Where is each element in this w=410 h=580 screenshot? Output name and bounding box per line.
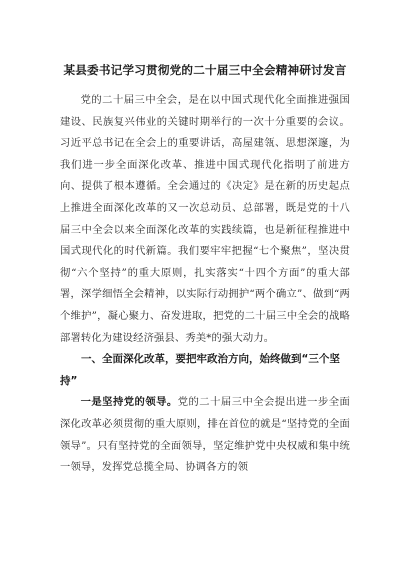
paragraph-lead: 一是坚持党的领导。 [80,396,178,409]
paragraph-party-leadership [60,392,350,478]
paragraph-intro: 党的二十届三中全会，是在以中国式现代化全面推进强国建设、民族复兴伟业的关键时期举行的一次十分重要的会议。习近平总书记在全会上的重要讲话，高屋建瓴、思想深邃，为我们进一步全面深化改革、推进中国式现代化指明了前进方向、提供了根本遵循。全会通过的《决定》是在新的历史起点上推进全面深化改革的又一次总动员、总部署，既是党的十八届三中全会以来全面深化改革的实践续篇，也是新征程推进中国式现代化的时代新篇。我们要牢牢把握“七个聚焦”，坚决贯彻“六个坚持”的重大原则，扎实落实“十四个方面”的重大部署，深学细悟全会精神，以实际行动拥护“两个确立”、做到“两个维护”，凝心聚力、奋发进取，把党的二十届三中全会的战略部署转化为建设经济强县、秀美*的强大动力。 [60,94,350,344]
document-title: 某县委书记学习贯彻党的二十届三中全会精神研讨发言 [63,63,347,77]
paragraph-body: 党的二十届三中全会提出进一步全面深化改革必须贯彻的重大原则，排在首位的就是“坚持党的全面领导”。只有坚持党的全面领导，坚定维护党中央权威和集中统一领导，发挥党总揽全局、协调各方的领 [60,396,350,474]
section-heading-1: 一、全面深化改革，要把牢政治方向，始终做到“三个坚持” [60,353,340,387]
